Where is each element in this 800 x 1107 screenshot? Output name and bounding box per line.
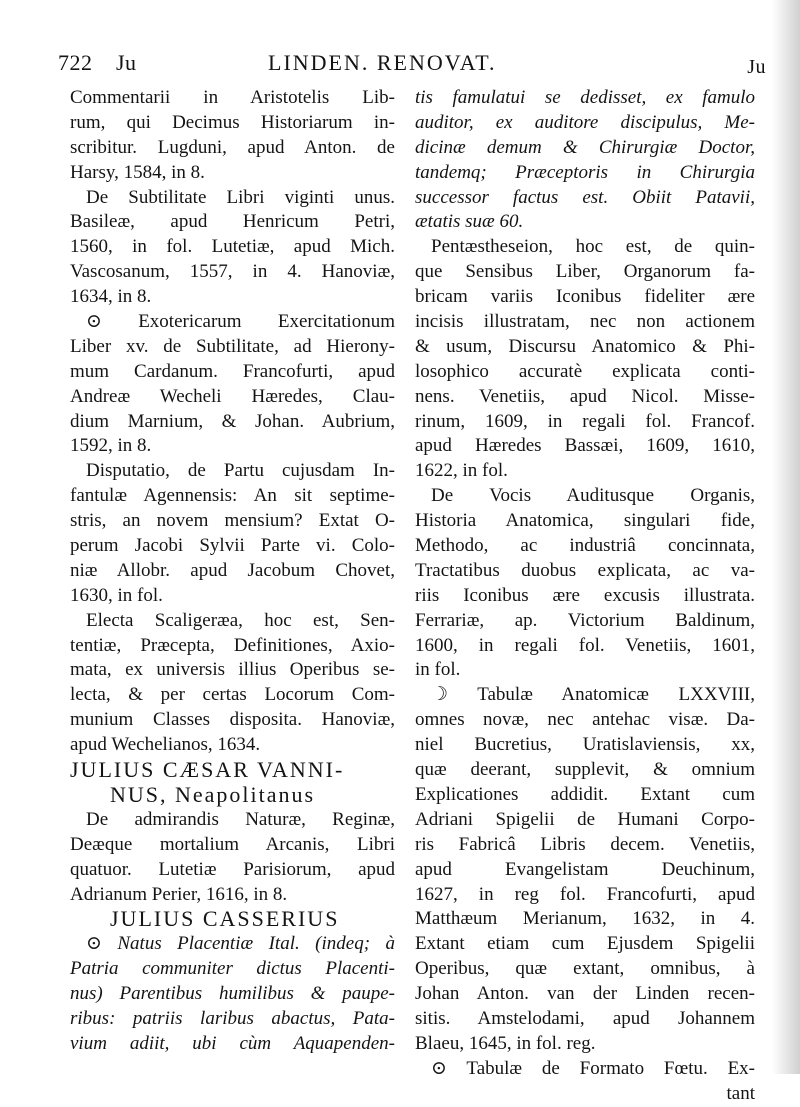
text-line: Deæque mortalium Arcanis, Libri bbox=[70, 833, 395, 855]
text-line: fantulæ Agennensis: An sit septime- bbox=[70, 485, 395, 507]
page-edge-shadow bbox=[772, 0, 800, 1074]
text-line: quæ deerant, supplevit, & omnium bbox=[415, 759, 755, 781]
text-line: losophico accuratè explicata conti- bbox=[415, 360, 755, 382]
text-line: incisis illustratam, nec non actionem bbox=[415, 311, 755, 333]
text-line: apud Hæredes Bassæi, 1609, 1610, bbox=[415, 435, 755, 457]
text-line: ⊙ Exotericarum Exercitationum bbox=[86, 311, 395, 333]
running-header bbox=[58, 48, 768, 82]
text-line: mum Cardanum. Francofurti, apud bbox=[70, 360, 395, 382]
text-line: 1600, in regali fol. Venetiis, 1601, bbox=[415, 634, 755, 656]
text-line: Liber xv. de Subtilitate, ad Hierony- bbox=[70, 335, 395, 357]
text-line: Blaeu, 1645, in fol. reg. bbox=[415, 1032, 596, 1054]
text-line: Matthæum Merianum, 1632, in 4. bbox=[415, 908, 755, 930]
text-line: que Sensibus Liber, Organorum fa- bbox=[415, 261, 755, 283]
text-line: 1627, in reg fol. Francofurti, apud bbox=[415, 883, 755, 905]
text-line: Adrianum Perier, 1616, in 8. bbox=[70, 883, 288, 905]
text-line: Adriani Spigelii de Humani Corpo- bbox=[415, 808, 755, 830]
text-line: rinum, 1609, in regali fol. Francof. bbox=[415, 410, 755, 432]
text-line: 1592, in 8. bbox=[70, 435, 152, 457]
text-line: munium Classes disposita. Hanoviæ, bbox=[70, 709, 395, 731]
text-line: dicinæ demum & Chirurgiæ Doctor, bbox=[415, 136, 755, 158]
text-line: auditor, ex auditore discipulus, Me- bbox=[415, 111, 755, 133]
text-line: Ferrariæ, ap. Victorium Baldinum, bbox=[415, 609, 755, 631]
text-line: nus) Parentibus humilibus & paupe- bbox=[70, 983, 395, 1005]
text-line: De Vocis Auditusque Organis, bbox=[431, 485, 755, 507]
text-line: ☽ Tabulæ Anatomicæ LXXVIII, bbox=[431, 684, 755, 706]
page-number: 722 bbox=[58, 50, 93, 75]
text-line: Andreæ Wecheli Hæredes, Clau- bbox=[70, 385, 395, 407]
text-line: Explicationes addidit. Extant cum bbox=[415, 783, 755, 805]
text-line: dium Marnium, & Johan. Aubrium, bbox=[70, 410, 395, 432]
text-line: 1560, in fol. Lutetiæ, apud Mich. bbox=[70, 236, 395, 258]
text-line: tant bbox=[726, 1082, 755, 1104]
text-line: tentiæ, Præcepta, Definitiones, Axio- bbox=[70, 634, 395, 656]
text-line: Electa Scaligeræa, hoc est, Sen- bbox=[86, 609, 395, 631]
text-line: Extant etiam cum Ejusdem Spigelii bbox=[415, 933, 755, 955]
catchword-right: Ju bbox=[747, 56, 766, 78]
text-line: Commentarii in Aristotelis Lib- bbox=[70, 87, 395, 108]
text-line: Historia Anatomica, singulari fide, bbox=[415, 510, 755, 532]
text-line: perum Jacobi Sylvii Parte vi. Colo- bbox=[70, 535, 395, 557]
text-line: tandemq; Præceptoris in Chirurgia bbox=[415, 161, 755, 183]
text-line: Patria communiter dictus Placenti- bbox=[70, 958, 395, 980]
text-line: JULIUS CÆSAR VANNI- bbox=[70, 757, 345, 783]
text-line: niæ Allobr. apud Jacobum Chovet, bbox=[70, 559, 395, 581]
text-line: bricam variis Iconibus fideliter ære bbox=[415, 286, 755, 308]
text-line: ris Fabricâ Libris decem. Venetiis, bbox=[415, 833, 755, 855]
text-line: De Subtilitate Libri viginti unus. bbox=[86, 186, 395, 208]
text-line: Pentæstheseion, hoc est, de quin- bbox=[431, 236, 755, 258]
text-line: 1630, in fol. bbox=[70, 584, 163, 606]
text-line: Johan Anton. van der Linden recen- bbox=[415, 983, 755, 1005]
text-line: omnes novæ, nec antehac visæ. Da- bbox=[415, 709, 755, 731]
text-line: in fol. bbox=[415, 659, 461, 681]
text-line: tis famulatui se dedisset, ex famulo bbox=[415, 87, 755, 108]
text-line: quatuor. Lutetiæ Parisiorum, apud bbox=[70, 858, 395, 880]
text-line: riis Iconibus ære excusis illustrata. bbox=[415, 584, 755, 606]
text-line: successor factus est. Obiit Patavii, bbox=[415, 186, 755, 208]
text-line: ⊙ Natus Placentiæ Ital. (indeq; à bbox=[86, 933, 395, 955]
text-line: ⊙ Tabulæ de Formato Fœtu. Ex- bbox=[431, 1057, 755, 1079]
text-line: apud Evangelistam Deuchinum, bbox=[415, 858, 755, 880]
text-line: Methodo, ac industriâ concinnata, bbox=[415, 535, 755, 557]
text-line: JULIUS CASSERIUS bbox=[110, 906, 340, 932]
left-column bbox=[70, 86, 395, 1057]
text-line: apud Wechelianos, 1634. bbox=[70, 734, 261, 756]
text-line: Vascosanum, 1557, in 4. Hanoviæ, bbox=[70, 261, 395, 283]
text-line: & usum, Discursu Anatomico & Phi- bbox=[415, 335, 755, 357]
text-line: sitis. Amstelodami, apud Johannem bbox=[415, 1007, 755, 1029]
text-line: Basileæ, apud Henricum Petri, bbox=[70, 211, 395, 233]
text-line: ribus: patriis laribus abactus, Pata- bbox=[70, 1007, 395, 1029]
text-line: 1622, in fol. bbox=[415, 460, 508, 482]
text-line: rum, qui Decimus Historiarum in- bbox=[70, 111, 395, 133]
text-line: Tractatibus duobus explicata, ac va- bbox=[415, 559, 755, 581]
text-line: vium adiit, ubi cùm Aquapenden- bbox=[70, 1032, 395, 1054]
text-line: scribitur. Lugduni, apud Anton. de bbox=[70, 136, 395, 158]
text-line: NUS, Neapolitanus bbox=[110, 781, 316, 807]
text-line: niel Bucretius, Uratislaviensis, xx, bbox=[415, 734, 755, 756]
running-title: LINDEN. RENOVAT. bbox=[268, 50, 497, 75]
text-line: mata, ex universis illius Operibus se- bbox=[70, 659, 395, 681]
text-line: Harsy, 1584, in 8. bbox=[70, 161, 205, 183]
text-line: nens. Venetiis, apud Nicol. Misse- bbox=[415, 385, 755, 407]
right-column bbox=[415, 86, 755, 1107]
text-line: ætatis suæ 60. bbox=[415, 211, 524, 233]
catchword-left: Ju bbox=[116, 50, 137, 75]
text-line: 1634, in 8. bbox=[70, 286, 152, 308]
text-line: De admirandis Naturæ, Reginæ, bbox=[86, 808, 395, 830]
text-line: lecta, & per certas Locorum Com- bbox=[70, 684, 395, 706]
text-line: stris, an novem mensium? Extat O- bbox=[70, 510, 395, 532]
text-line: Disputatio, de Partu cujusdam In- bbox=[86, 460, 395, 482]
text-line: Operibus, quæ extant, omnibus, à bbox=[415, 958, 755, 980]
